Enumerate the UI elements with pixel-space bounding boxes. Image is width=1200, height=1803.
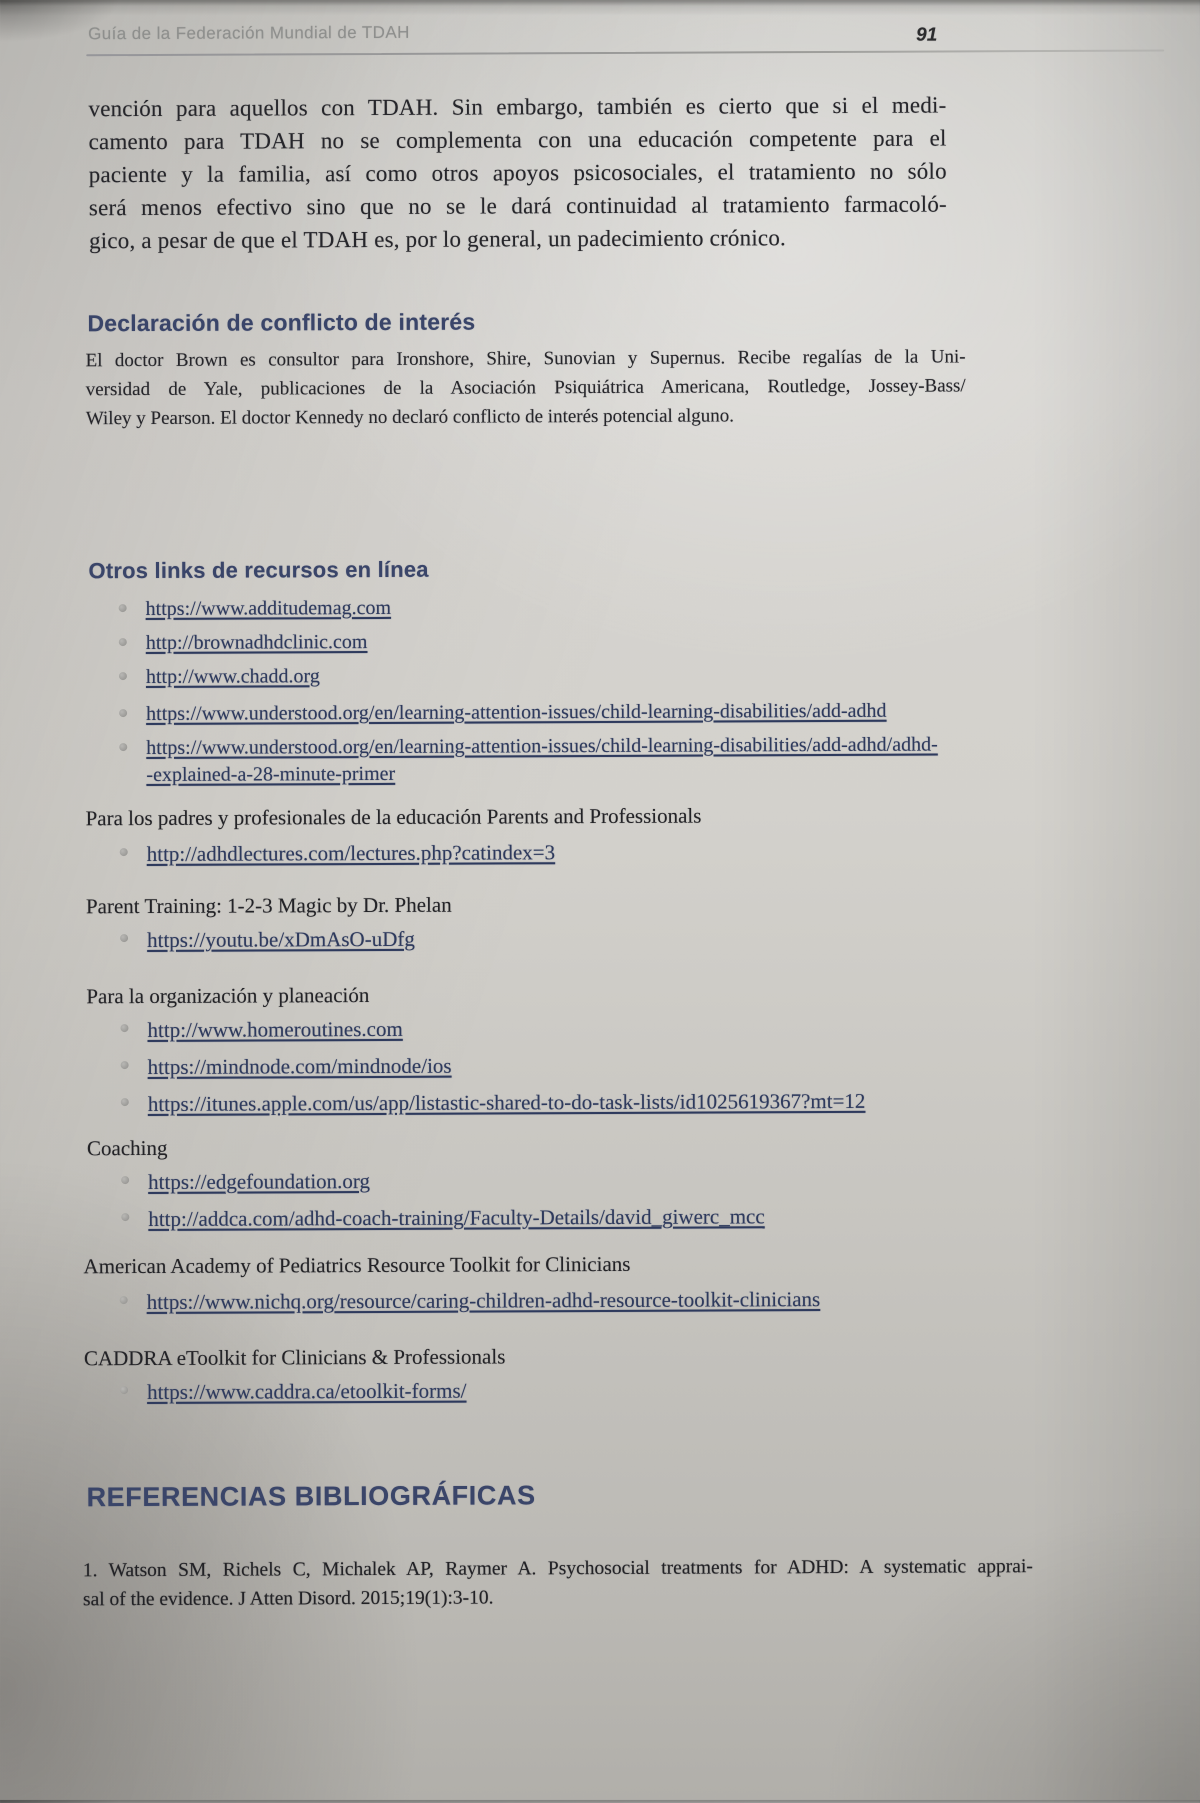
resource-link[interactable]: https://itunes.apple.com/us/app/listastic-shared-to-do-task-lists/id1025619367?mt=12 xyxy=(147,1088,866,1116)
bullet-icon xyxy=(121,1213,129,1221)
list-item xyxy=(119,627,938,658)
group-title: Para la organización y planeación xyxy=(86,983,370,1009)
resource-link[interactable]: https://edgefoundation.org xyxy=(148,1169,371,1194)
list-item xyxy=(119,593,938,624)
references-heading: REFERENCIAS BIBLIOGRÁFICAS xyxy=(86,1480,536,1513)
conflict-heading: Declaración de conflicto de interés xyxy=(87,308,476,337)
resource-link[interactable]: http://adhdlectures.com/lectures.php?catindex=3 xyxy=(146,840,556,866)
group-link-list xyxy=(90,925,415,963)
group-link-list xyxy=(90,1377,467,1416)
bullet-icon xyxy=(119,672,127,680)
resource-link[interactable]: https://youtu.be/xDmAsO-uDfg xyxy=(147,926,415,952)
list-item xyxy=(119,661,938,692)
resources-heading: Otros links de recursos en línea xyxy=(88,556,429,584)
group-title: Parent Training: 1-2-3 Magic by Dr. Phelan xyxy=(85,892,452,919)
reference-entry: 1. Watson SM, Richels C, Michalek AP, Raymer A. Psychosocial treatments for ADHD: A systematic apprai- sal of the evidence. J Atten Disord. 2015;19(1):3-10. xyxy=(82,1556,1033,1611)
resource-link[interactable]: https://www.caddra.ca/etoolkit-forms/ xyxy=(147,1378,467,1404)
bullet-icon xyxy=(120,1386,128,1394)
list-item xyxy=(120,838,555,868)
group-title: Coaching xyxy=(86,1135,168,1161)
list-item xyxy=(120,1285,821,1316)
bullet-icon xyxy=(119,638,127,646)
list-item xyxy=(119,698,938,729)
group-link-list xyxy=(90,1285,821,1325)
resource-link[interactable]: http://addca.com/adhd-coach-training/Faculty-Details/david_giwerc_mcc xyxy=(148,1204,765,1231)
resource-link[interactable]: http://www.homeroutines.com xyxy=(147,1016,403,1042)
resources-link-list xyxy=(89,593,938,797)
list-item xyxy=(120,925,415,954)
resource-link[interactable]: https://www.additudemag.com xyxy=(145,596,392,620)
resource-link[interactable]: http://brownadhdclinic.com xyxy=(145,631,368,654)
bullet-icon xyxy=(119,604,127,612)
bullet-icon xyxy=(120,1296,128,1304)
page-number: 91 xyxy=(916,24,938,46)
resource-link[interactable]: https://www.understood.org/en/learning-attention-issues/child-learning-disabilities/add-adhd xyxy=(146,699,887,725)
group-title: Para los padres y profesionales de la educación Parents and Professionals xyxy=(85,803,702,831)
bullet-icon xyxy=(121,1061,129,1069)
running-header-title: Guía de la Federación Mundial de TDAH xyxy=(88,22,410,44)
bullet-icon xyxy=(121,1098,129,1106)
conflict-paragraph: El doctor Brown es consultor para Ironshore, Shire, Sunovian y Supernus. Recibe regalías de la Uni- versidad de Yale, publicaciones de la Asociación Psiquiátrica Americana, Routledge, Jossey-Bass/ Wiley y Pearson. El doctor Kennedy no declaró conflicto de interés potencial alguno. xyxy=(85,346,966,430)
list-item xyxy=(121,1087,866,1118)
group-link-list xyxy=(91,1165,765,1242)
list-item xyxy=(120,1377,467,1407)
bullet-icon xyxy=(119,743,127,751)
list-item xyxy=(121,1202,764,1233)
resource-link[interactable]: https://www.nichq.org/resource/caring-children-adhd-resource-toolkit-clinicians xyxy=(146,1287,821,1314)
resource-link[interactable]: http://www.chadd.org xyxy=(145,665,320,688)
group-title: CADDRA eToolkit for Clinicians & Professionals xyxy=(83,1344,506,1371)
bullet-icon xyxy=(119,709,127,717)
list-item xyxy=(121,1050,866,1081)
list-item xyxy=(121,1165,764,1196)
bullet-icon xyxy=(120,1024,128,1032)
bullet-icon xyxy=(120,934,128,942)
header-divider xyxy=(86,50,1164,57)
group-title: American Academy of Pediatrics Resource Toolkit for Clinicians xyxy=(83,1251,631,1279)
bullet-icon xyxy=(121,1176,129,1184)
bullet-icon xyxy=(120,848,128,856)
list-item xyxy=(120,1013,865,1044)
resource-link[interactable]: https://mindnode.com/mindnode/ios xyxy=(147,1053,452,1079)
intro-paragraph: vención para aquellos con TDAH. Sin embargo, también es cierto que si el medi- camento para TDAH no se complementa con una educación competente para el paciente y la familia, así como otros apoyos psicosociales, el tratamiento no sólo será menos efectivo sino que no se le dará continuidad al tratamiento farmacoló- gico, a pesar de que el TDAH es, por lo general, un padecimiento crónico. xyxy=(88,92,947,254)
resource-link[interactable]: https://www.understood.org/en/learning-attention-issues/child-learning-disabilities/add-adhd/adhd- -explained-a-28-minute-primer xyxy=(146,733,938,786)
group-link-list xyxy=(90,838,556,877)
list-item xyxy=(119,732,938,790)
group-link-list xyxy=(90,1013,865,1127)
